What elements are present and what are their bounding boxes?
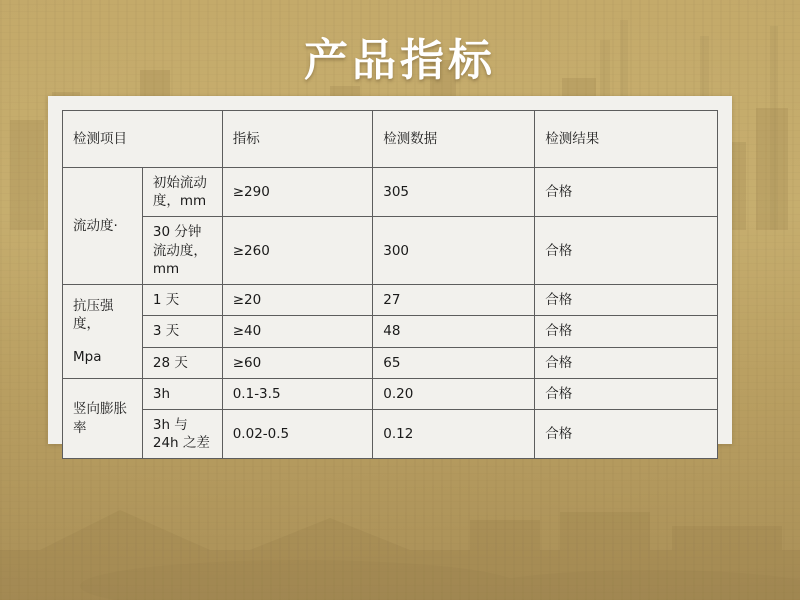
group-label-line2: Mpa	[73, 348, 102, 365]
group-label-line1: 抗压强度，	[73, 298, 114, 333]
row-data: 300	[373, 217, 535, 285]
row-result: 合格	[535, 347, 718, 378]
header-cell-spec: 指标	[222, 111, 373, 168]
group-label-compressive-strength	[63, 285, 143, 379]
row-result: 合格	[535, 378, 718, 409]
table-row	[63, 316, 718, 347]
row-item: 3h	[142, 378, 222, 409]
page-title: 产品指标	[304, 35, 496, 86]
row-data: 0.12	[373, 409, 535, 458]
row-item: 1 天	[142, 285, 222, 316]
row-spec: ≥290	[222, 168, 373, 217]
row-item: 3 天	[142, 316, 222, 347]
row-spec: 0.02-0.5	[222, 409, 373, 458]
row-item: 28 天	[142, 347, 222, 378]
row-data: 48	[373, 316, 535, 347]
row-result: 合格	[535, 168, 718, 217]
row-spec: 0.1-3.5	[222, 378, 373, 409]
table-row	[63, 217, 718, 285]
header-cell-data: 检测数据	[373, 111, 535, 168]
table-header-row	[63, 111, 718, 168]
table-row	[63, 168, 718, 217]
row-item: 30 分钟流动度，mm	[142, 217, 222, 285]
table-row	[63, 378, 718, 409]
spec-table	[62, 110, 718, 459]
row-data: 27	[373, 285, 535, 316]
row-data: 65	[373, 347, 535, 378]
table-row	[63, 409, 718, 458]
row-result: 合格	[535, 316, 718, 347]
header-cell-result: 检测结果	[535, 111, 718, 168]
header-cell-item: 检测项目	[63, 111, 223, 168]
group-label-fluidity: 流动度·	[63, 168, 143, 285]
spec-table-panel	[48, 96, 732, 452]
row-result: 合格	[535, 285, 718, 316]
row-data: 305	[373, 168, 535, 217]
group-label-vertical-expansion: 竖向膨胀率	[63, 378, 143, 459]
table-row	[63, 285, 718, 316]
row-item: 初始流动度，mm	[142, 168, 222, 217]
row-spec: ≥60	[222, 347, 373, 378]
row-spec: ≥260	[222, 217, 373, 285]
table-row	[63, 347, 718, 378]
row-spec: ≥40	[222, 316, 373, 347]
row-item: 3h 与 24h 之差	[142, 409, 222, 458]
row-result: 合格	[535, 409, 718, 458]
row-result: 合格	[535, 217, 718, 285]
row-spec: ≥20	[222, 285, 373, 316]
row-data: 0.20	[373, 378, 535, 409]
